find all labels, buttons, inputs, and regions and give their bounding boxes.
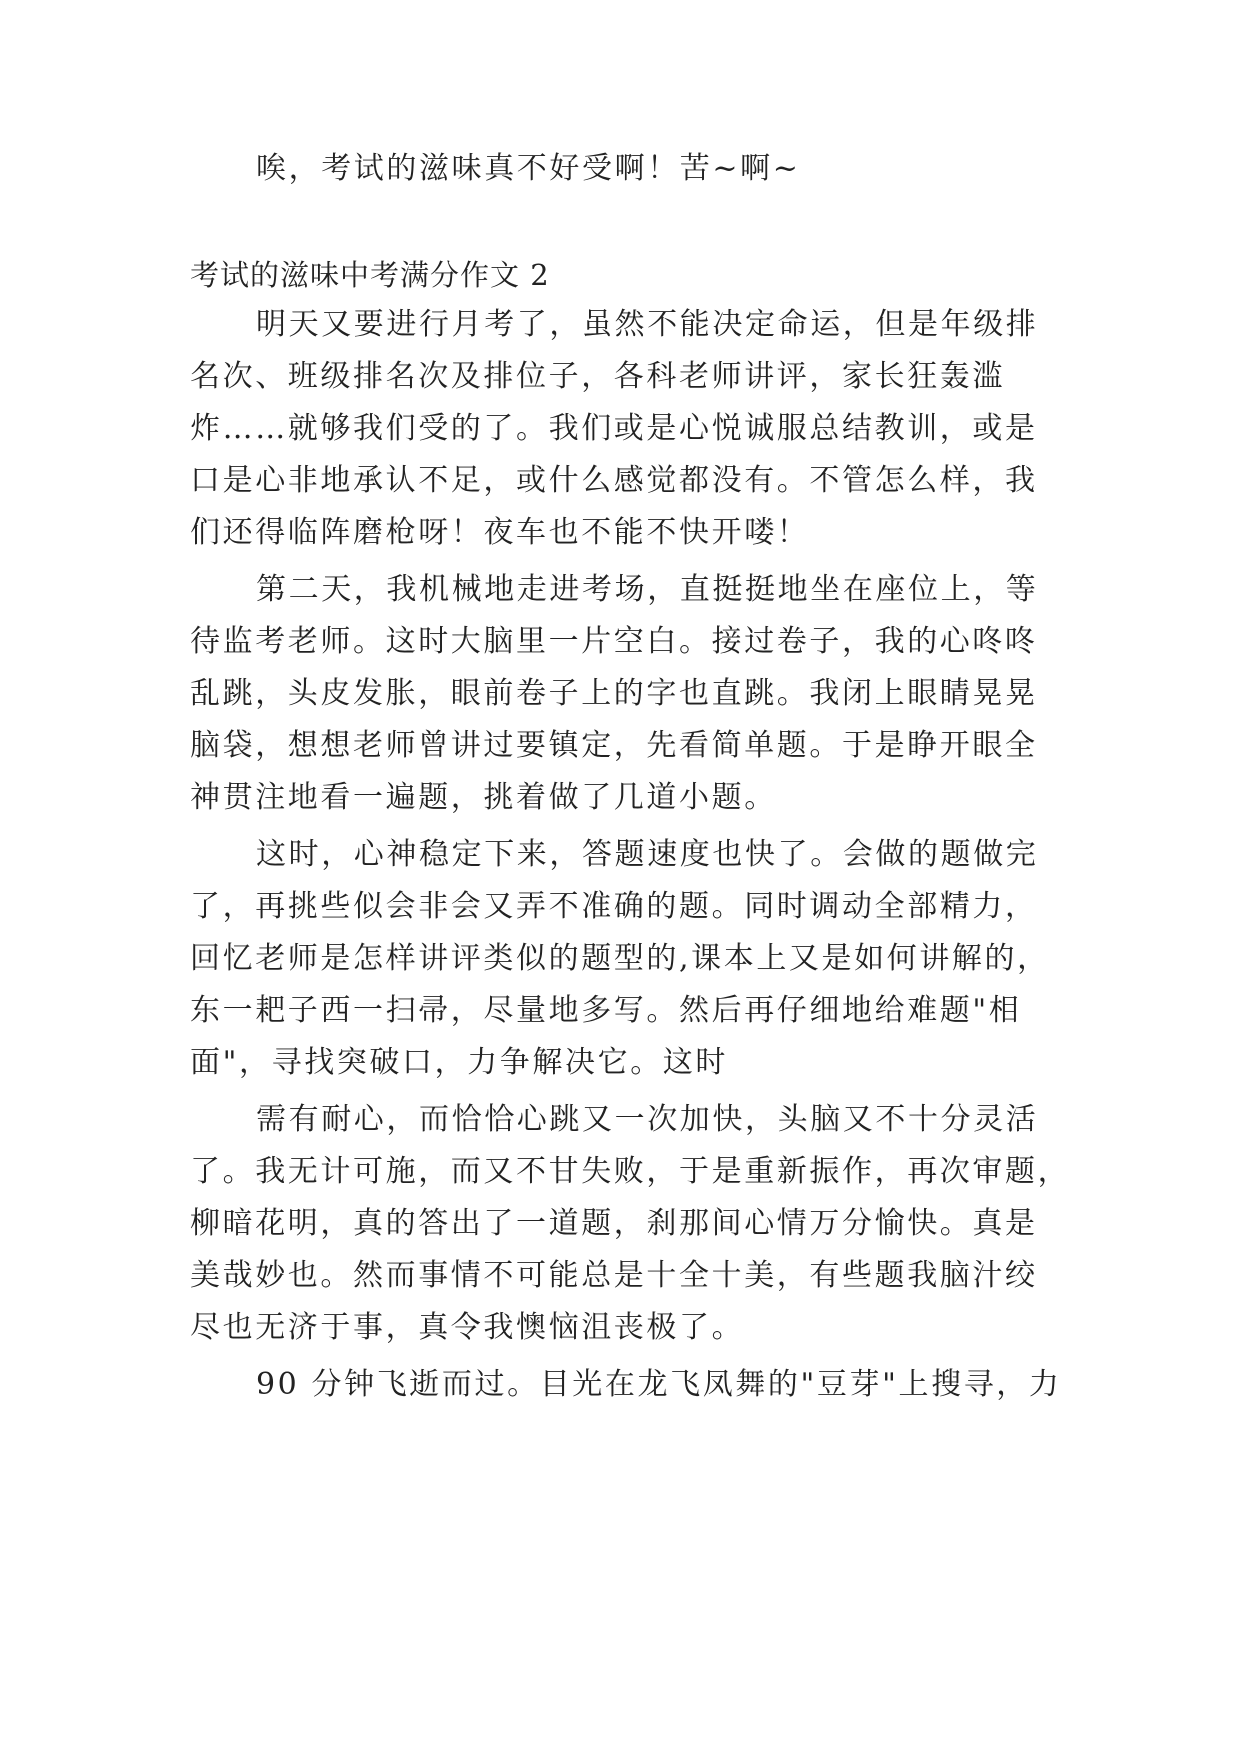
paragraph-1-line-1: 明天又要进行月考了，虽然不能决定命运，但是年级排 <box>256 307 1039 342</box>
paragraph-4-line-4: 美哉妙也。然而事情不可能总是十全十美，有些题我脑汁绞 <box>190 1258 1038 1293</box>
paragraph-1-line-2: 名次、班级排名次及排位子，各科老师讲评，家长狂轰滥 <box>190 359 1005 394</box>
paragraph-5-line-1: 90 分钟飞逝而过。目光在龙飞凤舞的"豆芽"上搜寻，力 <box>256 1367 1062 1402</box>
paragraph-1-line-4: 口是心非地承认不足，或什么感觉都没有。不管怎么样，我 <box>190 463 1038 498</box>
paragraph-4-line-2: 了。我无计可施，而又不甘失败，于是重新振作，再次审题， <box>190 1154 1071 1189</box>
paragraph-4-line-3: 柳暗花明，真的答出了一道题，刹那间心情万分愉快。真是 <box>190 1206 1038 1241</box>
paragraph-2-line-5: 神贯注地看一遍题，挑着做了几道小题。 <box>190 780 777 815</box>
paragraph-3-line-1: 这时，心神稳定下来，答题速度也快了。会做的题做完 <box>256 837 1039 872</box>
paragraph-1-line-5: 们还得临阵磨枪呀！夜车也不能不快开喽！ <box>190 515 810 550</box>
paragraph-4-line-1: 需有耐心，而恰恰心跳又一次加快，头脑又不十分灵活 <box>256 1102 1039 1137</box>
paragraph-4-line-5: 尽也无济于事，真令我懊恼沮丧极了。 <box>190 1310 745 1345</box>
paragraph-2-line-3: 乱跳，头皮发胀，眼前卷子上的字也直跳。我闭上眼睛晃晃 <box>190 676 1038 711</box>
paragraph-3-line-5: 面"，寻找突破口，力争解决它。这时 <box>190 1045 728 1080</box>
paragraph-2-line-4: 脑袋，想想老师曾讲过要镇定，先看简单题。于是睁开眼全 <box>190 728 1038 763</box>
paragraph-3-line-2: 了，再挑些似会非会又弄不准确的题。同时调动全部精力， <box>190 889 1038 924</box>
paragraph-2-line-2: 待监考老师。这时大脑里一片空白。接过卷子，我的心咚咚 <box>190 624 1038 659</box>
essay-title: 考试的滋味中考满分作文 2 <box>190 258 550 292</box>
paragraph-3-line-4: 东一耙子西一扫帚，尽量地多写。然后再仔细地给难题"相 <box>190 993 1022 1028</box>
paragraph-1-line-3: 炸……就够我们受的了。我们或是心悦诚服总结教训，或是 <box>190 411 1038 446</box>
paragraph-2-line-1: 第二天，我机械地走进考场，直挺挺地坐在座位上，等 <box>256 572 1039 607</box>
paragraph-3-line-3: 回忆老师是怎样讲评类似的题型的,课本上又是如何讲解的， <box>190 941 1050 976</box>
paragraph-closing-line: 唉，考试的滋味真不好受啊！苦~啊~ <box>256 151 801 186</box>
